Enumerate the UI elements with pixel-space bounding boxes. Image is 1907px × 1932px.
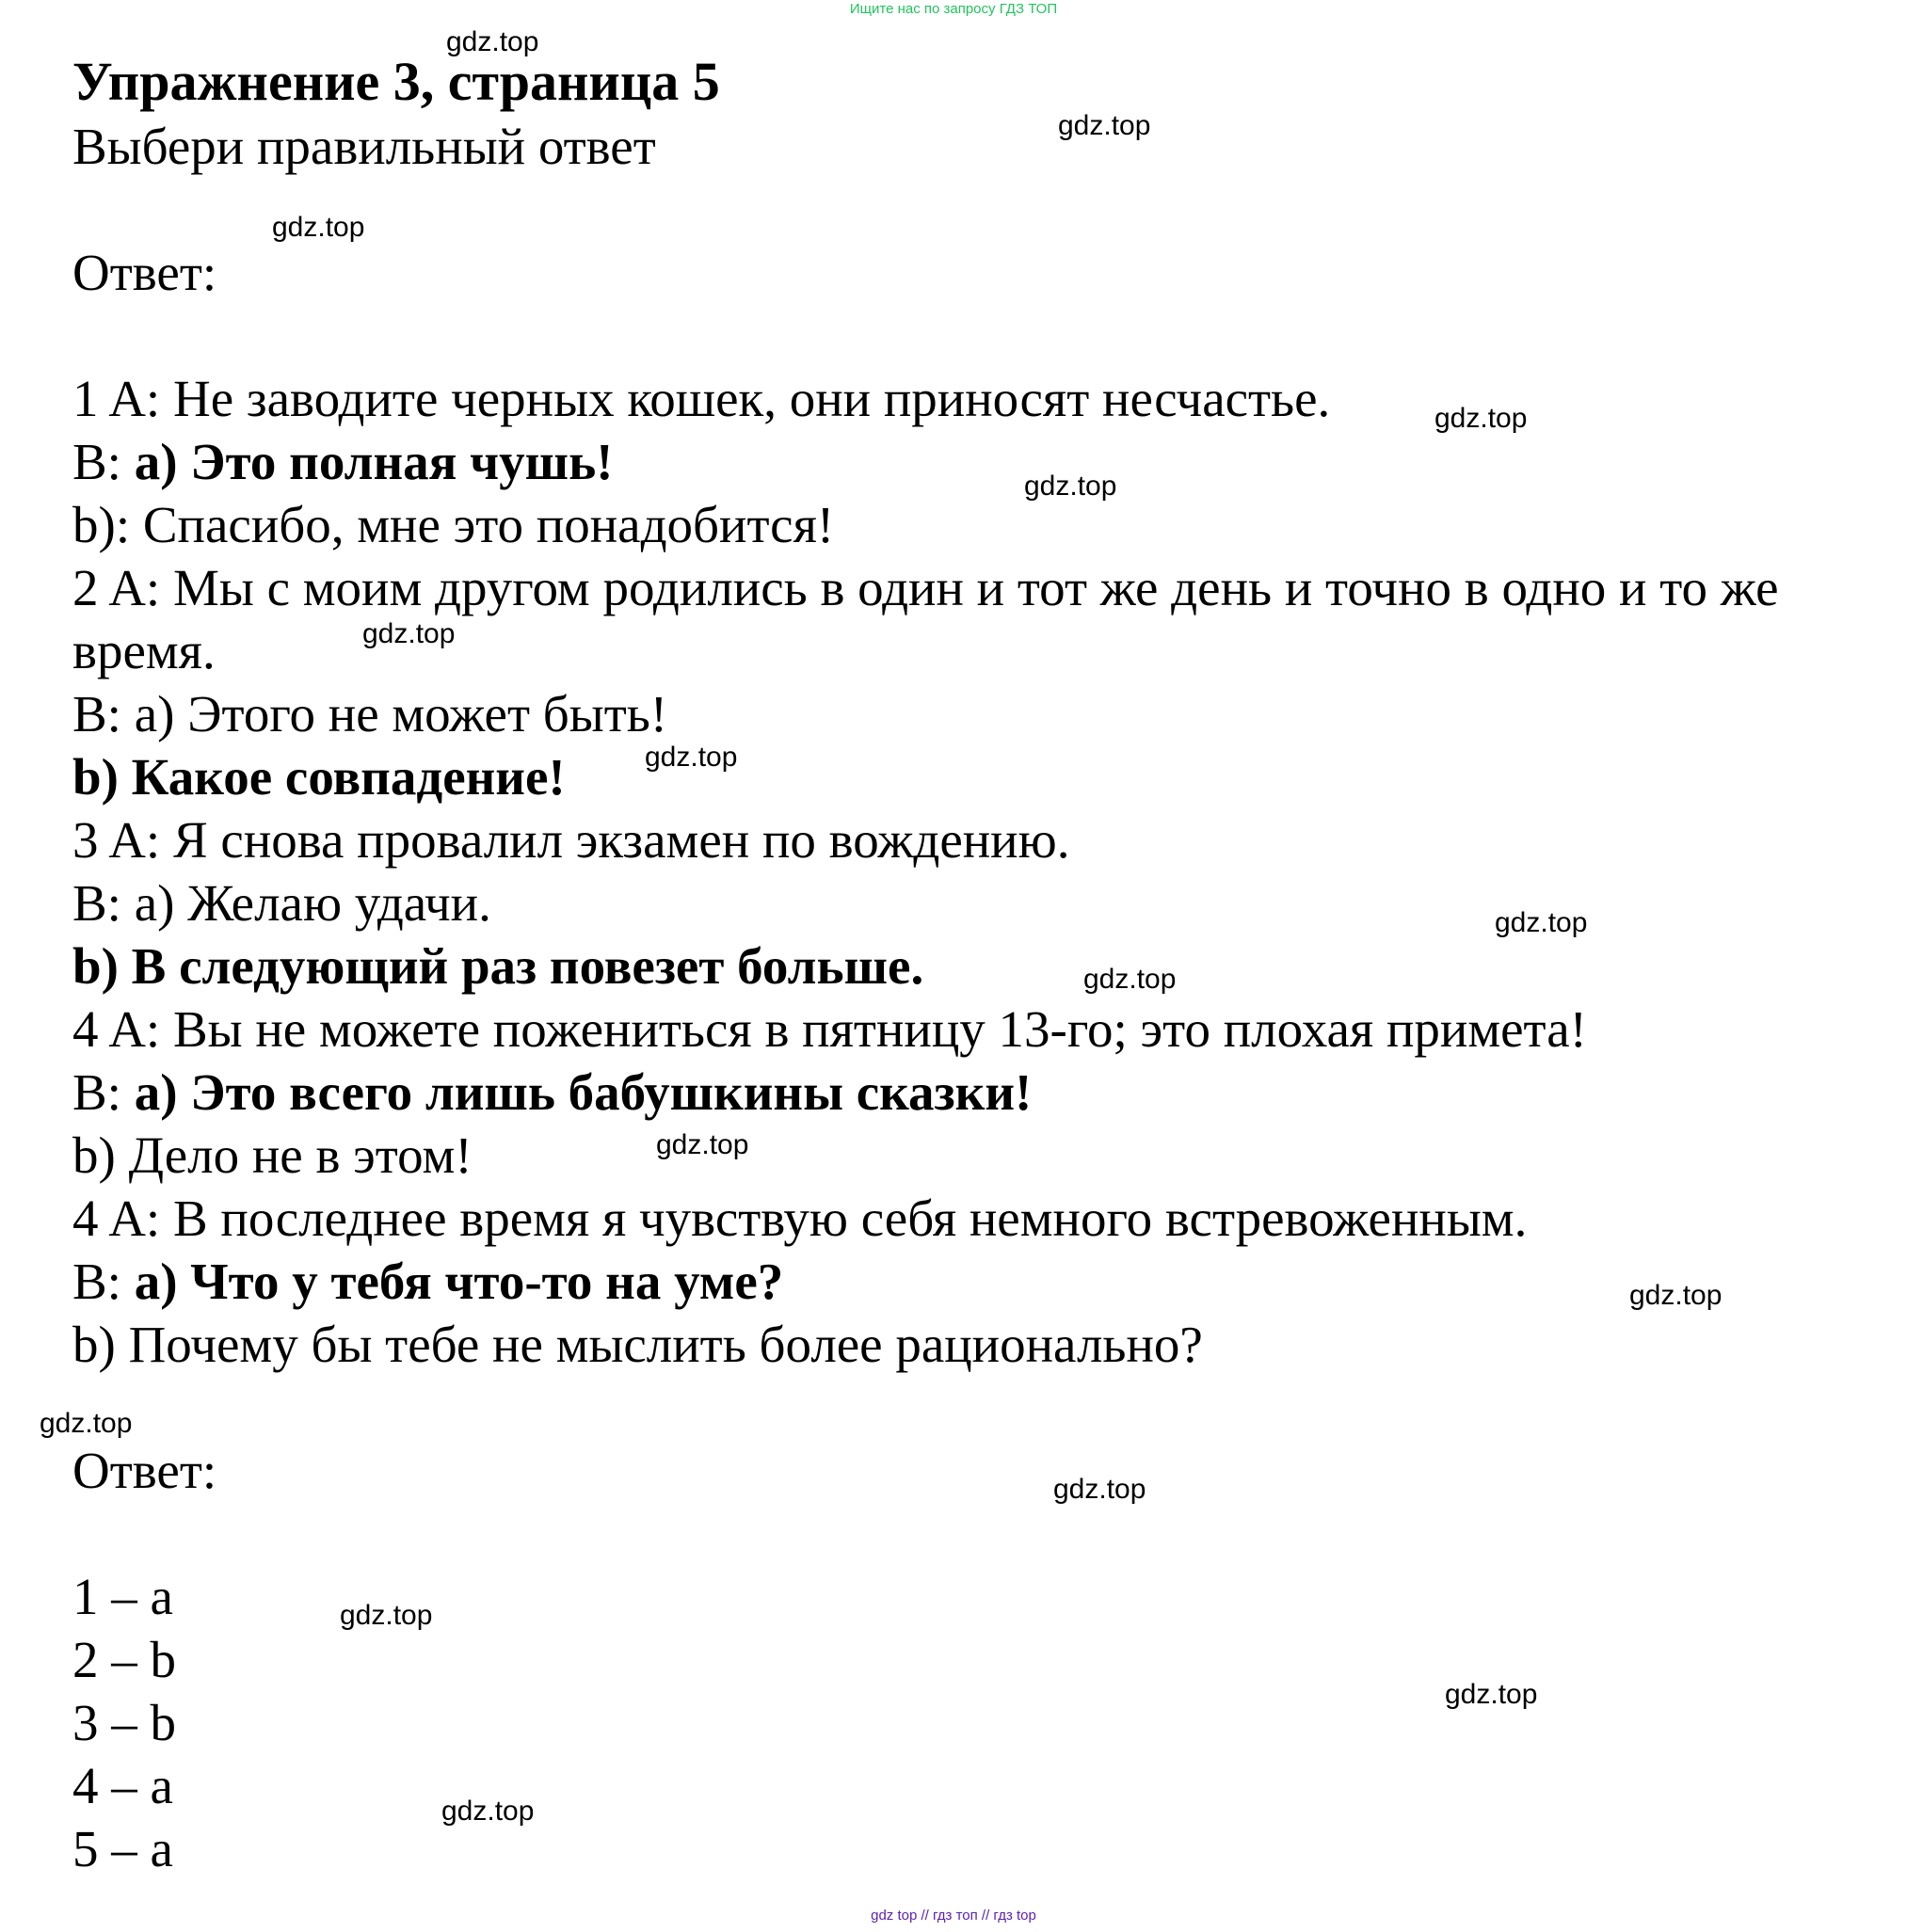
page-title: Упражнение 3, страница 5 [72, 51, 720, 112]
dialogue-line: 3 A: Я снова провалил экзамен по вождению. [72, 811, 1070, 869]
dialogue-line: B: a) Это всего лишь бабушкины сказки! [72, 1063, 1033, 1121]
watermark: gdz.top [1083, 964, 1177, 995]
watermark: gdz.top [441, 1796, 535, 1827]
answer-item: 2 – b [72, 1631, 176, 1688]
top-banner[interactable]: Ищите нас по запросу ГДЗ ТОП [849, 1, 1058, 17]
watermark: gdz.top [1445, 1679, 1538, 1710]
watermark: gdz.top [1629, 1280, 1723, 1311]
watermark: gdz.top [272, 212, 365, 243]
bottom-banner[interactable]: gdz top // гдз топ // гдз top [871, 1908, 1036, 1924]
dialogue-line: b) Дело не в этом! [72, 1126, 473, 1184]
dialogue-line: B: a) Что у тебя что-то на уме? [72, 1253, 784, 1310]
answer-label: Ответ: [72, 1442, 217, 1499]
watermark: gdz.top [446, 26, 539, 57]
answer-label: Ответ: [72, 244, 217, 301]
dialogue-line: B: a) Это полная чушь! [72, 433, 614, 490]
watermark: gdz.top [40, 1408, 133, 1439]
dialogue-line: 1 A: Не заводите черных кошек, они приносят несчастье. [72, 370, 1331, 427]
correct-answer: a) Что у тебя что-то на уме? [134, 1253, 784, 1310]
correct-answer: b) В следующий раз повезет больше. [72, 937, 924, 995]
answer-item: 3 – b [72, 1694, 176, 1751]
watermark: gdz.top [656, 1129, 749, 1160]
watermark: gdz.top [1024, 471, 1117, 502]
dialogue-line: B: a) Желаю удачи. [72, 874, 491, 932]
watermark: gdz.top [1434, 403, 1528, 434]
answer-item: 4 – a [72, 1757, 173, 1814]
answer-item: 5 – a [72, 1820, 173, 1877]
dialogue-line: 4 A: В последнее время я чувствую себя немного встревоженным. [72, 1190, 1528, 1247]
watermark: gdz.top [645, 742, 738, 773]
instruction: Выбери правильный ответ [72, 118, 656, 175]
watermark: gdz.top [1058, 110, 1151, 141]
watermark: gdz.top [362, 618, 456, 649]
correct-answer: b) Какое совпадение! [72, 748, 566, 806]
dialogue-line: 2 A: Мы с моим другом родились в один и тот же день и точно в одно и то же время. [72, 559, 1779, 679]
watermark: gdz.top [1495, 907, 1588, 938]
watermark: gdz.top [340, 1600, 433, 1631]
watermark: gdz.top [1053, 1474, 1146, 1505]
dialogue-line: 4 A: Вы не можете пожениться в пятницу 13-го; это плохая примета! [72, 1000, 1587, 1058]
dialogue-line: b): Спасибо, мне это понадобится! [72, 496, 835, 553]
answer-item: 1 – a [72, 1568, 173, 1625]
dialogue-line: b) Почему бы тебе не мыслить более рационально? [72, 1316, 1203, 1373]
correct-answer: a) Это всего лишь бабушкины сказки! [134, 1063, 1033, 1121]
dialogue-line: B: a) Этого не может быть! [72, 685, 668, 742]
correct-answer: a) Это полная чушь! [134, 433, 614, 490]
